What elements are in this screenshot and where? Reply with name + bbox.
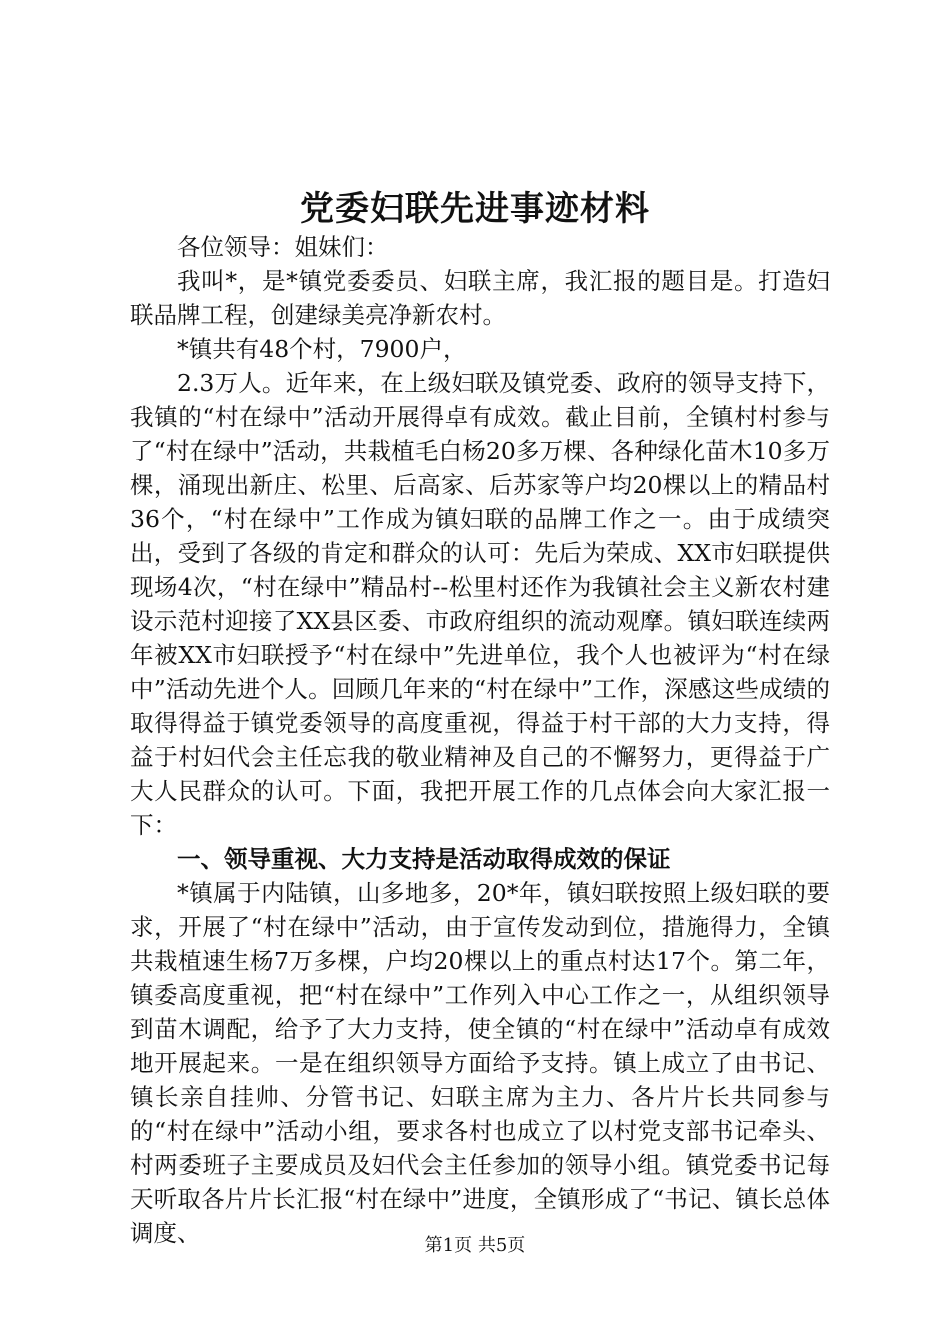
page-title: 党委妇联先进事迹材料 (300, 189, 650, 229)
greeting-paragraph: 各位领导：姐妹们： (177, 233, 389, 261)
achievements-paragraph: 2.3万人。近年来，在上级妇联及镇党委、政府的领导支持下，我镇的“村在绿中”活动开展得卓有成效。截止目前，全镇村村参与了“村在绿中”活动，共栽植毛白杨20多万棵、各种绿化苗木10多万棵，涌现出新庄、松里、后高家、后苏家等户均20棵以上的精品村36个，“村在绿中”工作成为镇妇联的品牌工作之一。由于成绩突出，受到了各级的肯定和群众的认可：先后为荣成、XX市妇联提供现场4次，“村在绿中”精品村--松里村还作为我镇社会主义新农村建设示范村迎接了XX县区委、市政府组织的流动观摩。镇妇联连续两年被XX市妇联授予“村在绿中”先进单位，我个人也被评为“村在绿中”活动先进个人。回顾几年来的“村在绿中”工作，深感这些成绩的取得得益于镇党委领导的高度重视，得益于村干部的大力支持，得益于村妇代会主任忘我的敬业精神及自己的不懈努力，更得益于广大人民群众的认可。下面，我把开展工作的几点体会向大家汇报一下： (130, 369, 830, 839)
intro-paragraph: 我叫*，是*镇党委委员、妇联主席，我汇报的题目是。打造妇联品牌工程，创建绿美亮净新农村。 (130, 267, 830, 329)
section-heading: 一、领导重视、大力支持是活动取得成效的保证 (177, 845, 671, 873)
document-body (130, 230, 830, 1250)
stats-paragraph: *镇共有48个村，7900户， (177, 335, 467, 363)
page-number-footer: 第1页 共5页 (424, 1235, 526, 1256)
section-body-paragraph: *镇属于内陆镇，山多地多，20*年，镇妇联按照上级妇联的要求，开展了“村在绿中”活动，由于宣传发动到位，措施得力，全镇共栽植速生杨7万多棵，户均20棵以上的重点村达17个。第二年，镇委高度重视，把“村在绿中”工作列入中心工作之一，从组织领导到苗木调配，给予了大力支持，使全镇的“村在绿中”活动卓有成效地开展起来。一是在组织领导方面给予支持。镇上成立了由书记、镇长亲自挂帅、分管书记、妇联主席为主力、各片片长共同参与的“村在绿中”活动小组，要求各村也成立了以村党支部书记牵头、村两委班子主要成员及妇代会主任参加的领导小组。镇党委书记每天听取各片片长汇报“村在绿中”进度，全镇形成了“书记、镇长总体调度、 (130, 879, 830, 1247)
